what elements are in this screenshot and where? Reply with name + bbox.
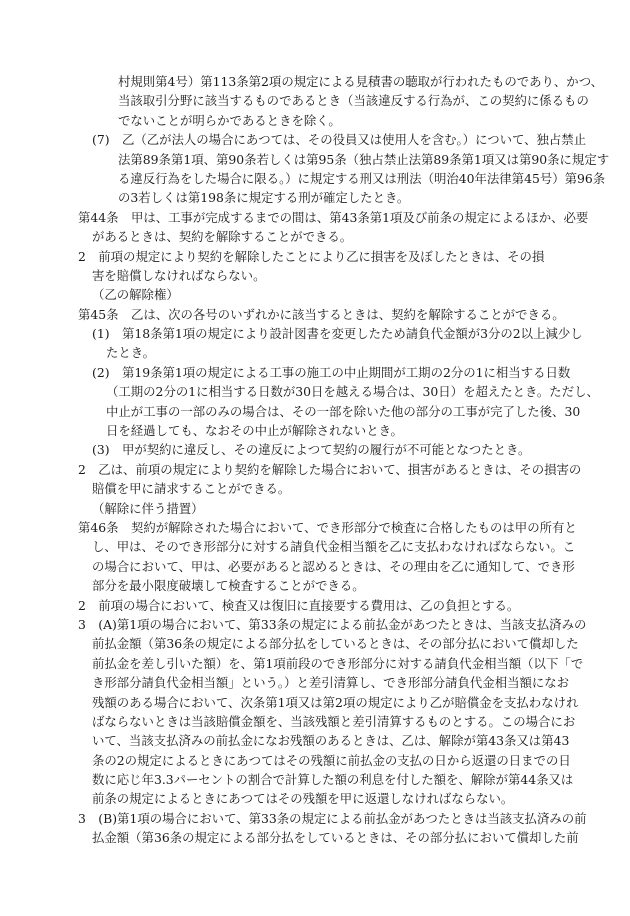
text-line: き形部分請負代金相当額」という。）と差引清算し、でき形部分請負代金相当額になお (92, 675, 570, 691)
text-line: の場合において、甲は、必要があると認めるときは、その理由を乙に通知して、でき形 (92, 558, 575, 574)
text-line: （工期の2分の1に相当する日数が30日を越える場合は、30日）を超えたとき。ただし、 (106, 384, 599, 400)
text-line: 法第89条第1項、第90条若しくは第95条（独占禁止法第89条第1項又は第90条に規定す (118, 151, 610, 167)
text-line: でないことが明らかであるときを除く。 (118, 112, 341, 128)
text-line: 当該取引分野に該当するものであるとき（当該違反する行為が、この契約に係るもの (118, 93, 589, 109)
article-45-heading: 第45条 乙は、次の各号のいずれかに該当するときは、契約を解除することができる。 (78, 306, 565, 322)
text-line: (1) 第18条第1項の規定により設計図書を変更したため請負代金額が3分の2以上減少し (92, 326, 583, 342)
text-line: (3) 甲が契約に違反し、その違反によつて契約の履行が不可能となつたとき。 (92, 442, 531, 458)
text-line: ばならないときは当該賠償金額を、当該残額と差引清算するものとする。この場合にお (92, 713, 576, 729)
text-line: 村規則第4号）第113条第2項の規定による見積書の聴取が行われたものであり、かつ、 (118, 74, 603, 89)
text-line: 2 前項の規定により契約を解除したことにより乙に損害を及ぼしたときは、その損 (78, 248, 545, 264)
text-line: 2 前項の場合において、検査又は復旧に直接要する費用は、乙の負担とする。 (78, 597, 520, 613)
text-line: 賠償を甲に請求することができる。 (92, 481, 291, 497)
text-line: 中止が工事の一部のみの場合は、その一部を除いた他の部分の工事が完了した後、30 (106, 403, 581, 419)
text-line: 前払金を差し引いた額）を、第1項前段のでき形部分に対する請負代金相当額（以下「で (92, 655, 584, 671)
text-line: し、甲は、そのでき形部分に対する請負代金相当額を乙に支払わなければならない。こ (92, 539, 576, 555)
text-line: 日を経過しても、なおその中止が解除されないとき。 (106, 423, 403, 439)
text-line: 払金額（第36条の規定による部分払をしているときは、その部分払において償却した前 (92, 830, 579, 846)
section-caption: （解除に伴う措置） (92, 500, 204, 516)
text-line: たとき。 (106, 345, 156, 361)
text-line: (2) 第19条第1項の規定による工事の施工の中止期間が工期の2分の1に相当する日数 (92, 364, 571, 380)
text-line: いて、当該支払済みの前払金になお残額のあるときは、乙は、解除が第43条又は第43 (92, 733, 570, 749)
article-44-heading: 第44条 甲は、工事が完成するまでの間は、第43条第1項及び前条の規定によるほか、必要 (78, 209, 589, 225)
article-46-heading: 第46条 契約が解除された場合において、でき形部分で検査に合格したものは甲の所有と (78, 519, 577, 535)
text-line: 数に応じ年3.3パーセントの割合で計算した額の利息を付した額を、解除が第44条又は (92, 772, 574, 788)
text-line: 3 (A)第1項の場合において、第33条の規定による前払金があつたときは、当該支払済みの (78, 616, 587, 632)
text-line: の3若しくは第198条に規定する刑が確定したとき。 (118, 190, 410, 206)
text-line: 2 乙は、前項の規定により契約を解除した場合において、損害があるときは、その損害の (78, 461, 582, 477)
text-line: る違反行為をした場合に限る。）に規定する刑又は刑法（明治40年法律第45号）第96条 (118, 170, 606, 186)
text-line: 残額のある場合において、次条第1項又は第2項の規定により乙が賠償金を支払わなけれ (92, 694, 579, 710)
section-caption: （乙の解除権） (92, 287, 179, 303)
text-line: 3 (B)第1項の場合において、第33条の規定による前払金があつたときは当該支払済みの前 (78, 810, 587, 826)
text-line: があるときは、契約を解除することができる。 (92, 229, 353, 245)
text-line: (7) 乙（乙が法人の場合にあつては、その役員又は使用人を含む。）について、独占禁止 (92, 132, 587, 148)
text-line: 害を賠償しなければならない。 (92, 267, 266, 283)
text-line: 前条の規定によるときにあつてはその残額を甲に返還しなければならない。 (92, 791, 514, 807)
text-line: 条の2の規定によるときにあつてはその残額に前払金の支払の日から返還の日までの日 (92, 752, 571, 768)
text-line: 部分を最小限度破壊して検査することができる。 (92, 578, 365, 594)
text-line: 前払金額（第36条の規定による部分払をしているときは、その部分払において償却した (92, 636, 579, 652)
